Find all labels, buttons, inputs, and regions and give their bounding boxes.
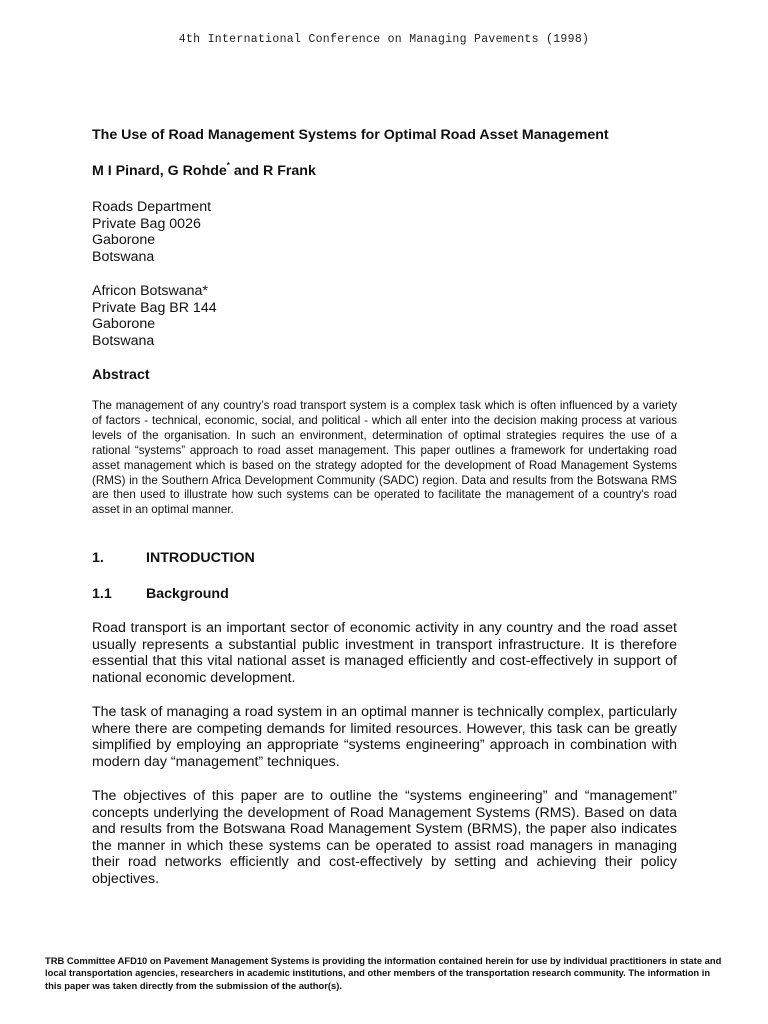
address-line: Africon Botswana*: [92, 283, 208, 299]
section-number: 1.1: [92, 586, 112, 602]
address-africon: [92, 283, 217, 350]
body-paragraph: Road transport is an important sector of economic activity in any country and the road asset usually represents a substantial public investment in transport infrastructure. It is therefore essential that this vital national asset is managed efficiently and cost-effectively in support of national economic development.: [92, 620, 677, 686]
section-title: INTRODUCTION: [146, 550, 255, 566]
address-line: Gaborone: [92, 232, 156, 249]
footer-note: TRB Committee AFD10 on Pavement Management Systems is providing the information contained herein for use by individual practitioners in state and local transportation agencies, researchers in academic institutions, and other members of the transportation research community. The information in this paper was taken directly from the submission of the author(s).: [45, 955, 722, 991]
address-roads-department: [92, 199, 211, 266]
section-title: Background: [146, 586, 229, 602]
address-line: Botswana: [92, 249, 155, 266]
author-names: M I Pinard, G Rohde: [92, 163, 227, 179]
running-header: 4th International Conference on Managing Pavements (1998): [178, 33, 590, 46]
address-line: Gaborone: [92, 316, 156, 333]
paper-title: The Use of Road Management Systems for Optimal Road Asset Management: [92, 127, 609, 143]
section-number: 1.: [92, 550, 104, 566]
abstract-heading: Abstract: [92, 367, 150, 383]
address-line: Private Bag 0026: [92, 215, 201, 232]
address-line: Roads Department: [92, 199, 212, 215]
abstract-body: The management of any country’s road transport system is a complex task which is often influenced by a variety of factors - technical, economic, social, and political - which all enter into the decision making process at various levels of the organisation. In such an environment, determination of optimal strategies requires the use of a rational “systems” approach to road asset management. This paper outlines a framework for undertaking road asset management which is based on the strategy adopted for the development of Road Management Systems (RMS) in the Southern Africa Development Community (SADC) region. Data and results from the Botswana RMS are then used to illustrate how such systems can be operated to facilitate the management of a country's road asset in an optimal manner.: [92, 399, 677, 517]
address-line: Private Bag BR 144: [92, 299, 217, 316]
author-names-end: and R Frank: [229, 163, 316, 179]
body-paragraph: The objectives of this paper are to outline the “systems engineering” and “management” concepts underlying the development of Road Management Systems (RMS). Based on data and results from the Botswana Road Management System (BRMS), the paper also indicates the manner in which these systems can be operated to assist road managers in managing their road networks efficiently and cost-effectively by setting and achieving their policy objectives.: [92, 788, 677, 887]
address-line: Botswana: [92, 333, 155, 350]
subsection-heading-background: [92, 586, 229, 602]
section-heading-introduction: [92, 550, 255, 566]
affiliation-mark: *: [226, 161, 230, 170]
author-line: [92, 161, 316, 179]
body-paragraph: The task of managing a road system in an optimal manner is technically complex, particularly where there are competing demands for limited resources. However, this task can be greatly simplified by employing an appropriate “systems engineering” approach in combination with modern day “management” techniques.: [92, 704, 677, 770]
